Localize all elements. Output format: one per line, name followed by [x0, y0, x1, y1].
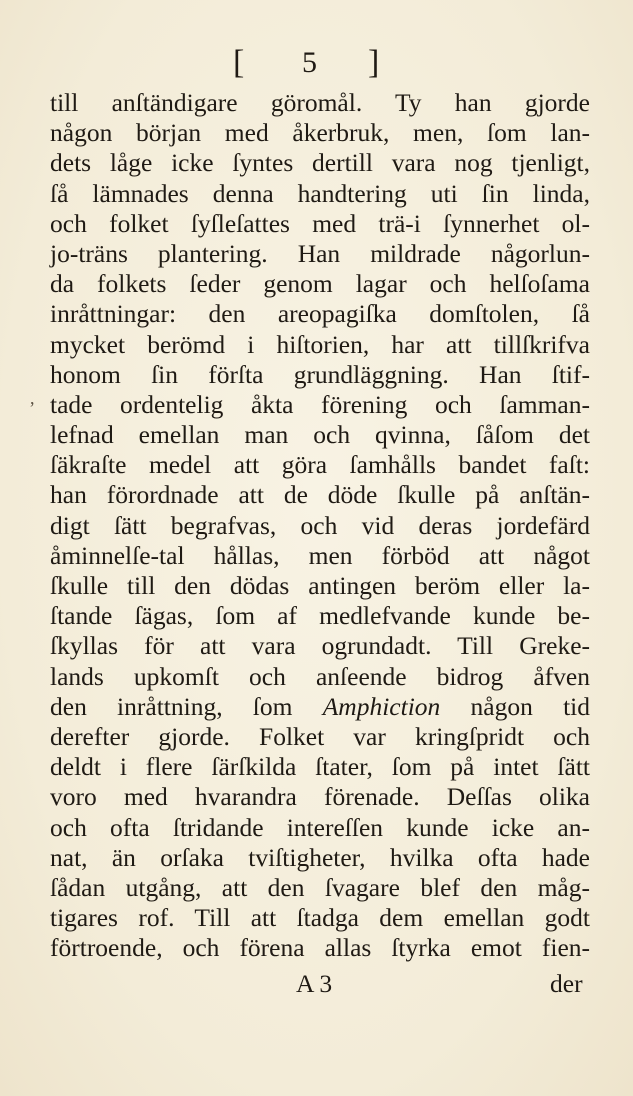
text-line: han förordnade att de döde ſkulle på anſtän-: [50, 480, 590, 510]
text-line: ſådan utgång, att den ſvagare blef den måg-: [50, 872, 590, 902]
signature-mark: A 3: [296, 969, 333, 998]
body-text: [50, 88, 590, 963]
text-line: inråttningar: den areopagiſka domſtolen, ſå: [50, 299, 590, 329]
text-line: honom ſin förſta grundläggning. Han ſtif-: [50, 359, 590, 389]
text-line: lands upkomſt och anſeende bidrog åfven: [50, 661, 590, 691]
text-line: förtroende, och förena allas ſtyrka emot fien-: [50, 933, 590, 963]
text-line: till anſtändigare göromål. Ty han gjorde: [50, 88, 590, 117]
page-header: [0, 38, 633, 88]
text-line: deldt i flere ſärſkilda ſtater, ſom på intet ſätt: [50, 752, 590, 782]
text-line: åminnelſe-tal hållas, men förböd att något: [50, 540, 590, 570]
text-line: någon början med åkerbruk, men, ſom lan-: [50, 118, 590, 148]
margin-mark: ,: [30, 388, 35, 408]
text-line: och ofta ſtridande intereſſen kunde icke an-: [50, 812, 590, 842]
header-bracket-right: ]: [368, 44, 380, 81]
text-line: och folket ſyſleſattes med trä-i ſynnerhet ol-: [50, 208, 590, 238]
text-line: ſäkraſte medel att göra ſamhålls bandet faſt:: [50, 450, 590, 480]
text-line: jo-träns plantering. Han mildrade någorlun-: [50, 238, 590, 268]
page-number: 5: [302, 46, 317, 79]
italic-name: Amphiction: [322, 691, 441, 721]
text-line: tigares rof. Till att ſtadga dem emellan godt: [50, 903, 590, 933]
text-line: dets låge icke ſyntes dertill vara nog tjenligt,: [50, 148, 590, 178]
text-line: tade ordentelig åkta förening och ſamman-: [50, 389, 590, 419]
text-line: voro med hvarandra förenade. Deſſas olika: [50, 782, 590, 812]
text-line: ſkyllas för att vara ogrundadt. Till Greke-: [50, 631, 590, 661]
text-segment: någon tid: [440, 691, 590, 721]
text-line: derefter gjorde. Folket var kringſpridt och: [50, 721, 590, 751]
text-line: digt ſätt begrafvas, och vid deras jordefärd: [50, 510, 590, 540]
text-segment: den inråttning, ſom: [50, 691, 323, 721]
text-line-with-italic: [50, 692, 590, 722]
text-line: ſkulle till den dödas antingen beröm eller la-: [50, 571, 590, 600]
text-line: ſtande ſägas, ſom af medlefvande kunde be-: [50, 601, 590, 631]
text-line: mycket berömd i hiſtorien, har att tillſkrifva: [50, 329, 590, 359]
text-line: da folkets ſeder genom lagar och helſoſama: [50, 269, 590, 299]
text-line: lefnad emellan man och qvinna, ſåſom det: [50, 420, 590, 450]
page-footer: [0, 968, 633, 1000]
text-line: ſå lämnades denna handtering uti ſin linda,: [50, 178, 590, 208]
text-line: nat, än orſaka tviſtigheter, hvilka ofta hade: [50, 842, 590, 872]
catchword: der: [550, 969, 583, 998]
header-bracket-left: [: [233, 44, 245, 81]
